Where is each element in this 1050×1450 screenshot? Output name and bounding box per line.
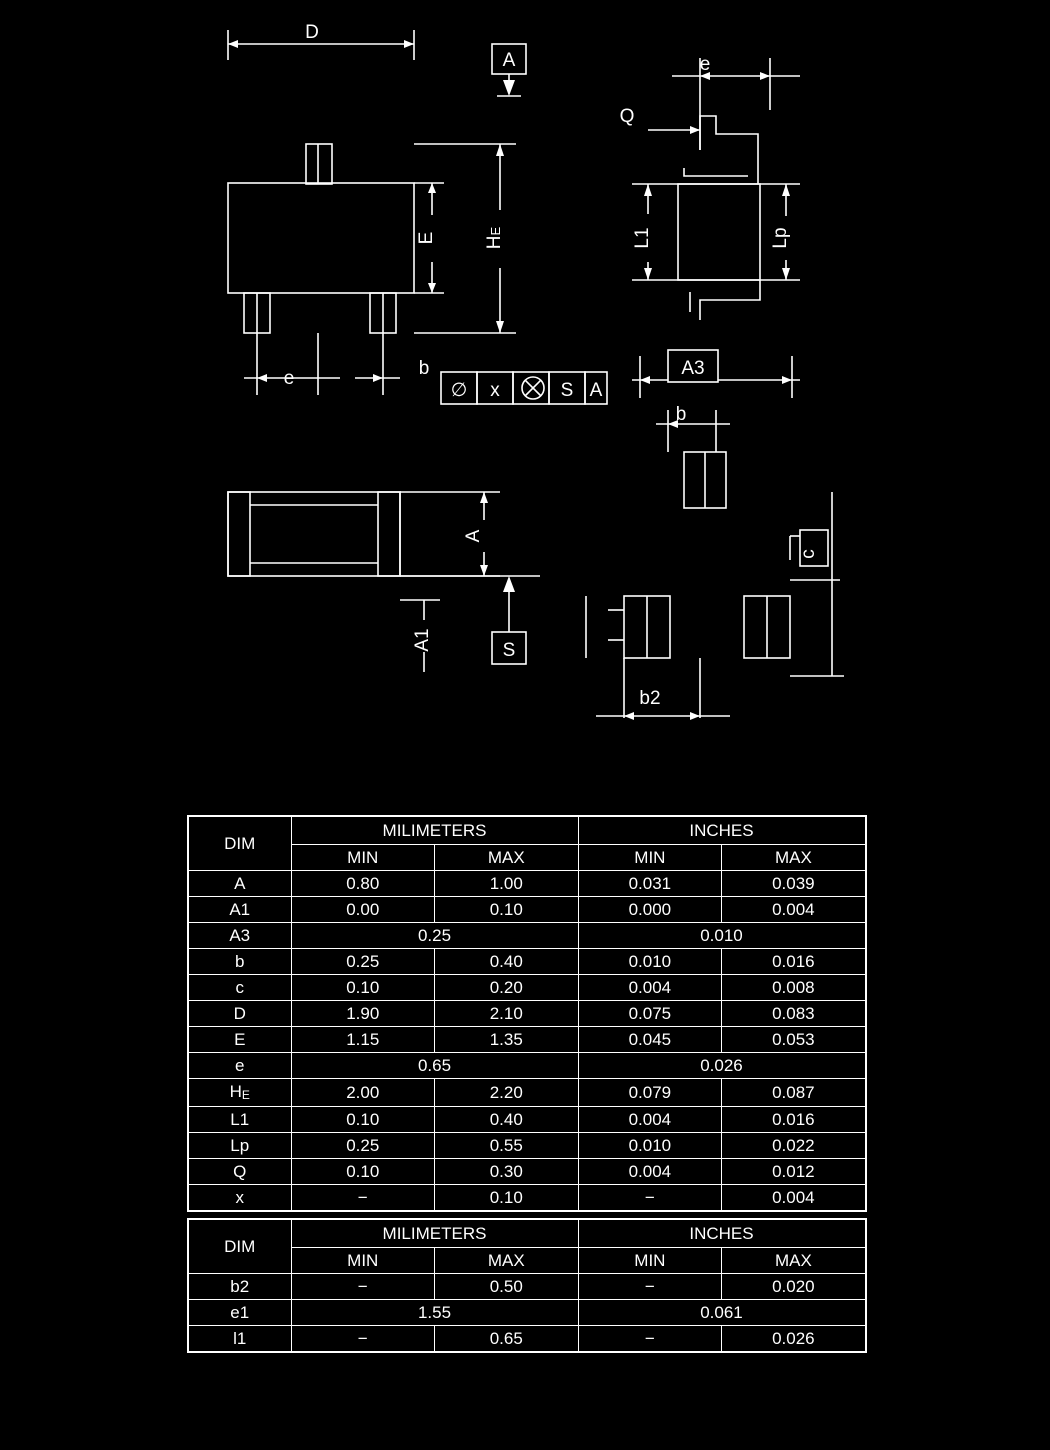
cell-value-span: 0.25 [291, 923, 578, 949]
cell-value: 0.039 [722, 871, 866, 897]
cell-value: 0.10 [435, 897, 579, 923]
cell-value-span: 0.010 [578, 923, 866, 949]
cell-value: 1.15 [291, 1027, 435, 1053]
table-row [188, 1027, 866, 1053]
cell-value: 2.10 [435, 1001, 579, 1027]
cell-dim: E [188, 1027, 291, 1053]
subheader-min-0: MIN [291, 845, 435, 871]
cell-value: 0.10 [435, 1185, 579, 1212]
subheader-min-0: MIN [291, 1248, 435, 1274]
cell-value: 0.016 [722, 1107, 866, 1133]
cell-value: 0.55 [435, 1133, 579, 1159]
cell-value: 0.20 [435, 975, 579, 1001]
table-row [188, 1107, 866, 1133]
cell-value: 0.010 [578, 949, 722, 975]
table-row [188, 1159, 866, 1185]
cell-value: 1.90 [291, 1001, 435, 1027]
cell-value: − [578, 1185, 722, 1212]
cell-dim: b2 [188, 1274, 291, 1300]
cell-dim: A [188, 871, 291, 897]
cell-value-span: 0.026 [578, 1053, 866, 1079]
cell-value: 0.020 [722, 1274, 866, 1300]
cell-dim: L1 [188, 1107, 291, 1133]
cell-value: 0.50 [435, 1274, 579, 1300]
label-lp: Lp [770, 227, 791, 249]
cell-value: 0.004 [578, 1159, 722, 1185]
cell-value: 0.010 [578, 1133, 722, 1159]
gdt-x-label: x [490, 380, 500, 401]
cell-dim: e1 [188, 1300, 291, 1326]
cell-value: 0.30 [435, 1159, 579, 1185]
header-dim: DIM [188, 1219, 291, 1274]
cell-value: 0.25 [291, 949, 435, 975]
cell-dim: l1 [188, 1326, 291, 1353]
table-row [188, 1274, 866, 1300]
dimension-table-secondary [187, 1218, 867, 1353]
cell-value: 0.10 [291, 1159, 435, 1185]
cell-value: 0.004 [578, 1107, 722, 1133]
cell-value: 0.10 [291, 1107, 435, 1133]
label-he: HE [484, 226, 505, 250]
cell-value: 0.016 [722, 949, 866, 975]
cell-value: 0.075 [578, 1001, 722, 1027]
table-row [188, 949, 866, 975]
label-a3: A3 [681, 358, 705, 379]
cell-value: 0.045 [578, 1027, 722, 1053]
table-row [188, 1001, 866, 1027]
cell-value: 1.00 [435, 871, 579, 897]
cell-value: 0.40 [435, 949, 579, 975]
label-a-height: A [463, 529, 484, 543]
cell-value: 0.000 [578, 897, 722, 923]
table-header-row [188, 816, 866, 845]
subheader-max-3: MAX [722, 1248, 866, 1274]
gdt-datum-s: S [560, 380, 574, 401]
label-l1: L1 [632, 227, 653, 249]
subheader-min-2: MIN [578, 845, 722, 871]
cell-value: 0.80 [291, 871, 435, 897]
cell-value: 0.004 [722, 897, 866, 923]
cell-value: − [578, 1274, 722, 1300]
cell-value: 0.012 [722, 1159, 866, 1185]
label-b2: b2 [639, 688, 661, 709]
header-unit-millimeters: MILIMETERS [291, 1219, 578, 1248]
cell-value: 2.00 [291, 1079, 435, 1107]
cell-value: − [291, 1274, 435, 1300]
table-row [188, 1053, 866, 1079]
cell-value-span: 1.55 [291, 1300, 578, 1326]
cell-dim: x [188, 1185, 291, 1212]
subheader-max-1: MAX [435, 845, 579, 871]
table-row [188, 871, 866, 897]
header-unit-inches: INCHES [578, 816, 866, 845]
table-body-main [188, 816, 866, 1211]
dimension-table [187, 815, 867, 1212]
cell-value: − [578, 1326, 722, 1353]
subheader-min-2: MIN [578, 1248, 722, 1274]
cell-value-span: 0.061 [578, 1300, 866, 1326]
cell-value: 0.40 [435, 1107, 579, 1133]
cell-value-span: 0.65 [291, 1053, 578, 1079]
cell-value: 0.031 [578, 871, 722, 897]
subheader-max-1: MAX [435, 1248, 579, 1274]
cell-value: 0.087 [722, 1079, 866, 1107]
label-b: b [418, 358, 430, 379]
cell-dim: e [188, 1053, 291, 1079]
label-a1: A1 [412, 628, 433, 652]
dimension-table-main [187, 815, 867, 1212]
cell-dim: c [188, 975, 291, 1001]
label-b-right: b [675, 404, 687, 425]
cell-value: − [291, 1185, 435, 1212]
cell-value: 0.026 [722, 1326, 866, 1353]
cell-dim: D [188, 1001, 291, 1027]
cell-dim: Q [188, 1159, 291, 1185]
cell-dim: Lp [188, 1133, 291, 1159]
label-d: D [305, 22, 319, 43]
cell-value: 0.079 [578, 1079, 722, 1107]
cell-value: 0.004 [578, 975, 722, 1001]
dimension-table [187, 1218, 867, 1353]
table-row [188, 1185, 866, 1212]
table-row [188, 1133, 866, 1159]
cell-value: 0.022 [722, 1133, 866, 1159]
subheader-max-3: MAX [722, 845, 866, 871]
cell-value: 0.008 [722, 975, 866, 1001]
gdt-diameter-icon: ∅ [450, 380, 468, 401]
label-datum-a: A [502, 50, 516, 71]
label-e-body: E [416, 231, 437, 245]
label-q: Q [619, 106, 635, 127]
cell-value: 1.35 [435, 1027, 579, 1053]
cell-value: 0.004 [722, 1185, 866, 1212]
table-body-second [188, 1219, 866, 1352]
cell-value: 0.65 [435, 1326, 579, 1353]
table-row [188, 923, 866, 949]
header-unit-millimeters: MILIMETERS [291, 816, 578, 845]
table-row [188, 897, 866, 923]
table-row [188, 975, 866, 1001]
label-e-pitch-top: e [699, 54, 711, 75]
cell-dim: HE [188, 1079, 291, 1107]
table-row [188, 1079, 866, 1107]
cell-value: − [291, 1326, 435, 1353]
cell-value: 0.083 [722, 1001, 866, 1027]
cell-dim: b [188, 949, 291, 975]
header-dim: DIM [188, 816, 291, 871]
cell-dim: A3 [188, 923, 291, 949]
table-header-row [188, 1219, 866, 1248]
label-c: c [798, 549, 819, 559]
cell-value: 0.00 [291, 897, 435, 923]
label-datum-s: S [502, 640, 516, 661]
cell-value: 0.25 [291, 1133, 435, 1159]
header-unit-inches: INCHES [578, 1219, 866, 1248]
gdt-datum-a: A [589, 380, 603, 401]
table-row [188, 1326, 866, 1353]
cell-value: 0.053 [722, 1027, 866, 1053]
cell-value: 0.10 [291, 975, 435, 1001]
cell-value: 2.20 [435, 1079, 579, 1107]
table-row [188, 1300, 866, 1326]
cell-dim: A1 [188, 897, 291, 923]
label-e-pitch: e [283, 368, 295, 389]
